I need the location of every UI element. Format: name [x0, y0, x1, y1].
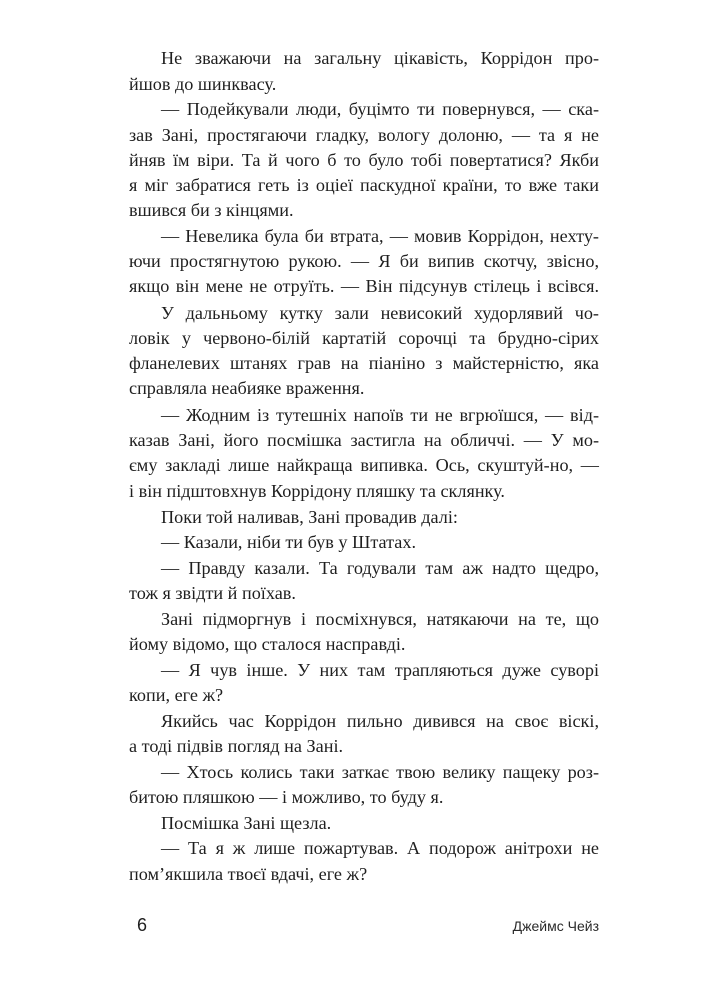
text-line: я міг забратися геть із оціеї паскудної країни, то вже таки [129, 175, 599, 195]
text-line: йшов до шинквасу. [129, 74, 277, 94]
text-line: Посмішка Зані щезла. [161, 813, 332, 833]
text-line: — Та я ж лише пожартував. А подорож анітрохи не [161, 838, 599, 858]
text-line: фланелевих штанях грав на піаніно з майстерністю, яка [129, 353, 599, 373]
running-footer-author: Джеймс Чейз [512, 918, 599, 934]
text-line: єму закладі лише найкраща випивка. Ось, скуштуй-но, — [129, 455, 599, 475]
text-line: тож я звідти й поїхав. [129, 583, 296, 603]
text-line: пом’якшила твоєї вдачі, еге ж? [129, 864, 368, 884]
text-line: і він підштовхнув Коррідону пляшку та склянку. [129, 481, 505, 501]
text-line: зав Зані, простягаючи гладку, вологу долоню, — та я не [129, 125, 599, 145]
text-line: — Казали, ніби ти був у Штатах. [161, 532, 416, 552]
text-line: — Жодним із тутешніх напоїв ти не вгрюїшся, — від- [161, 405, 599, 425]
text-line: Поки той наливав, Зані провадив далі: [161, 507, 458, 527]
text-line: йняв їм віри. Та й чого б то було тобі повертатися? Якби [129, 150, 599, 170]
text-line: вшився би з кінцями. [129, 200, 294, 220]
text-line: — Я чув інше. У них там трапляються дуже суворі [161, 660, 599, 680]
text-line: — Хтось колись таки заткає твою велику пащеку роз- [161, 762, 599, 782]
text-line: У дальньому кутку зали невисокий худорлявий чо- [161, 303, 599, 323]
text-line: ючи простягнутою рукою. — Я би випив скотчу, звісно, [129, 251, 599, 271]
text-line: битою пляшкою — і можливо, то буду я. [129, 787, 444, 807]
text-line: йому відомо, що сталося насправді. [129, 634, 406, 654]
text-line: Зані підморгнув і посміхнувся, натякаючи на те, що [161, 609, 599, 629]
text-line: — Подейкували люди, буцімто ти повернувся, — ска- [161, 99, 599, 119]
text-line: ловік у червоно-білій картатій сорочці та брудно-сірих [129, 328, 599, 348]
text-line: справляла неабияке враження. [129, 378, 365, 398]
page-number: 6 [137, 915, 148, 935]
text-line: Якийсь час Коррідон пильно дивився на своє віскі, [161, 711, 599, 731]
text-line: якщо він мене не отруїть. — Він підсунув стілець і всівся. [129, 276, 599, 296]
text-line: а тоді підвів погляд на Зані. [129, 736, 344, 756]
text-line: — Невелика була би втрата, — мовив Коррідон, нехту- [161, 226, 599, 246]
text-line: — Правду казали. Та годували там аж надто щедро, [161, 558, 599, 578]
text-line: копи, еге ж? [129, 685, 224, 705]
text-line: Не зважаючи на загальну цікавість, Коррідон про- [161, 48, 599, 68]
text-line: казав Зані, його посмішка застигла на обличчі. — У мо- [129, 430, 599, 450]
